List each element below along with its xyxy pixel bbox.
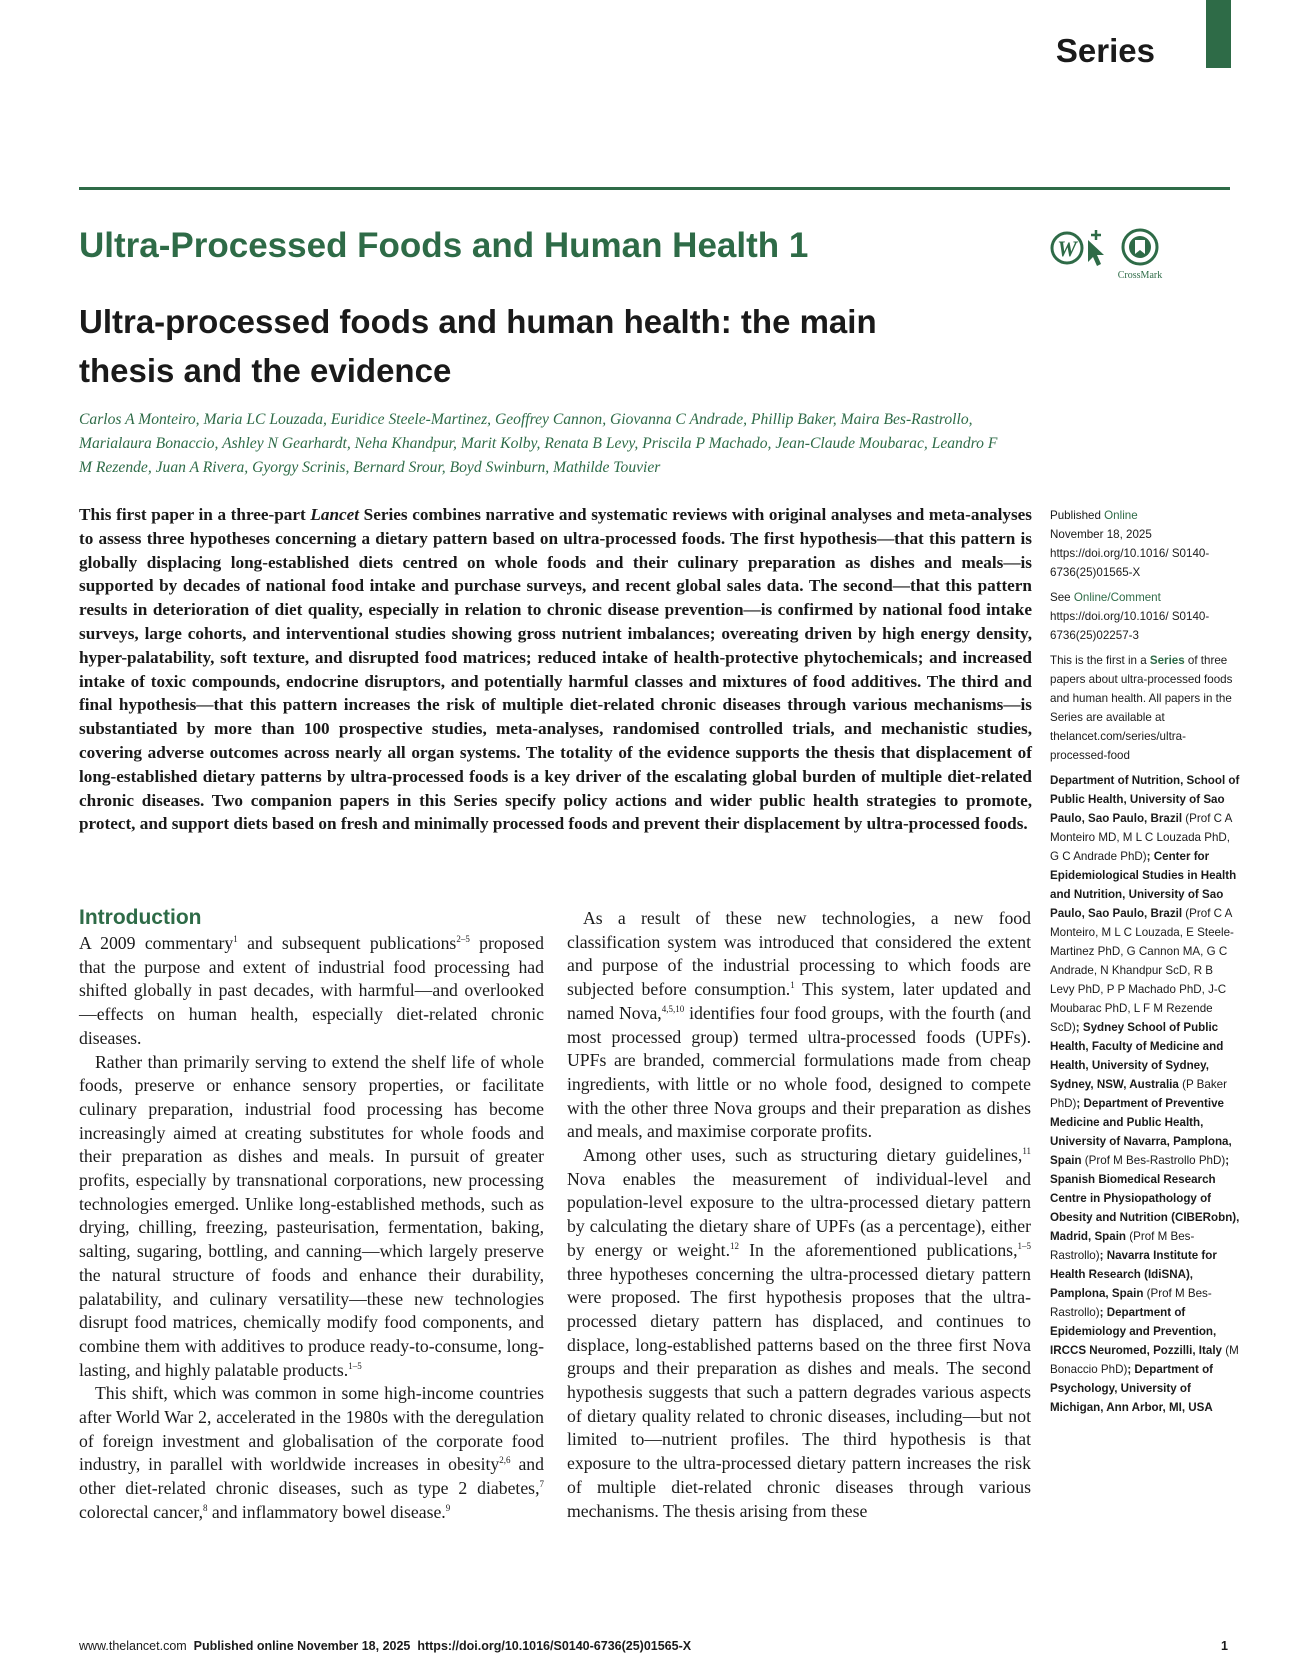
abstract: [79, 503, 1032, 836]
series-label: Series: [1055, 32, 1155, 69]
citation: 2–5: [456, 934, 470, 945]
online-link[interactable]: Online: [1104, 509, 1138, 522]
plus-icon: [1091, 230, 1101, 240]
citation: 2,6: [499, 1455, 511, 1466]
page-footer: [79, 1639, 691, 1653]
footer-published: Published online November 18, 2025: [193, 1639, 411, 1653]
journal-name: Lancet: [310, 505, 360, 524]
section-heading-introduction: Introduction: [79, 906, 202, 929]
paragraph: As a result of these new technologies, a new food classification system was introduced that considered the extent and purpose of the industrial processing to which foods are subjected before consumption.$^1$ This system, later updated and named Nova,$^{4,5,10}$ identifies four food groups, with the fourth (and most processed group) termed ultra-processed foods (UPFs). UPFs are branded, commercial formulations made from cheap ingredients, with little or no whole food, designed to compete with the other three Nova groups and their preparation as dishes and meals, and maximise corporate profits.: [567, 908, 1031, 1142]
abstract-intro: This first paper in a three-part: [79, 505, 311, 524]
comment-link[interactable]: Online/Comment: [1073, 591, 1161, 604]
author-list: Carlos A Monteiro, Maria LC Louzada, Euridice Steele-Martinez, Geoffrey Cannon, Giovanna C Andrade, Phillip Baker, Maira Bes-Rastrollo, Marialaura Bonaccio, Ashley N Gearhardt, Neha Khandpur, Marit Kolby, Renata B Levy, Priscila P Machado, Jean-Claude Moubarac, Leandro F M Rezende, Juan A Rivera, Gyorgy Scrinis, Bernard Srour, Boyd Swinburn, Mathilde Touvier: [79, 411, 998, 476]
affiliations: Department of Nutrition, School of Public Health, University of Sao Paulo, Sao Paulo, Brazil (Prof C A Monteiro MD, M L C Louzada PhD, G C Andrade PhD); Center for Epidemiological Studies in Health and Nutrition, University of Sao Paulo, Sao Paulo, Brazil (Prof C A Monteiro, M L C Louzada, E Steele-Martinez PhD, G Cannon MA, G C Andrade, N Khandpur ScD, R B Levy PhD, P P Machado PhD, J-C Moubarac PhD, L F M Rezende ScD); Sydney School of Public Health, Faculty of Medicine and Health, University of Sydney, Sydney, NSW, Australia (P Baker PhD); Department of Preventive Medicine and Public Health, University of Navarra, Pamplona, Spain (Prof M Bes-Rastrollo PhD); Spanish Biomedical Research Centre in Physiopathology of Obesity and Nutrition (CIBERobn), Madrid, Spain (Prof M Bes-Rastrollo); Navarra Institute for Health Research (IdiSNA), Pamplona, Spain (Prof M Bes-Rastrollo); Department of Epidemiology and Prevention, IRCCS Neuromed, Pozzilli, Italy (M Bonaccio PhD); Department of Psychology, University of Michigan, Ann Arbor, MI, USA: [1050, 774, 1240, 1414]
citation: 1–5: [348, 1360, 362, 1371]
paragraph: Rather than primarily serving to extend the shelf life of whole foods, preserve or enhance sensory properties, or facilitate culinary preparation, industrial food processing has become increasingly aimed at creating substitutes for whole foods and their preparation as dishes and meals. In pursuit of greater profits, especially by transnational corporations, new processing technologies emerged. Unlike long-established methods, such as drying, chilling, freezing, pasteurisation, fermentation, baking, salting, sugaring, bottling, and canning—which largely preserve the natural structure of foods and enhance their durability, palatability, and culinary versatility—these new technologies disrupt food matrices, chemically modify food components, and combine them with additives to produce ready-to-consume, long-lasting, and highly palatable products.$^{1-5}$: [79, 1051, 544, 1380]
comment-doi-link[interactable]: https://doi.org/10.1016/ S0140-6736(25)02257-3: [1050, 610, 1210, 642]
series-note: This is the first in a Series of three papers about ultra-processed foods and human health. All papers in the Series are available at thelancet.com/series/ultra-processed-food: [1050, 654, 1233, 762]
paragraph: This shift, which was common in some high-income countries after World War 2, accelerated in the 1980s with the deregulation of foreign investment and globalisation of the corporate food industry, in parallel with worldwide increases in obesity$^{2,6}$ and other diet-related chronic diseases, such as type 2 diabetes,$^7$ colorectal cancer,$^8$ and inflammatory bowel disease.$^9$: [79, 1383, 544, 1522]
site-link[interactable]: www.thelancet.com: [79, 1639, 187, 1653]
citation: 1: [790, 980, 795, 991]
citation: 7: [539, 1479, 544, 1490]
citation: 4,5,10: [661, 1003, 685, 1014]
page-number: 1: [1221, 1639, 1228, 1653]
margin-notes: [1050, 506, 1240, 1417]
crossmark-label: CrossMark: [1117, 270, 1163, 281]
crossmark-icon[interactable]: [1123, 230, 1157, 264]
abstract-body: Series combines narrative and systematic reviews with original analyses and meta-analyses to assess three hypotheses concerning a dietary pattern based on ultra-processed foods. The first hypothesis—that this pattern is globally displacing long-established diets centred on whole foods and their culinary preparation as dishes and meals—is supported by decades of national food intake and purchase surveys, and recent global sales data. The second—that this pattern results in deterioration of diet quality, especially in relation to chronic disease prevention—is confirmed by national food intake surveys, large cohorts, and interventional studies showing gross nutrient imbalances; overeating driven by high energy density, hyper-palatability, soft texture, and disrupted food matrices; reduced intake of health-protective phytochemicals; and increased intake of toxic compounds, endocrine disruptors, and potentially harmful classes and mixtures of food additives. The third and final hypothesis—that this pattern increases the risk of multiple diet-related chronic diseases through various mechanisms—is substantiated by more than 100 prospective studies, meta-analyses, randomised controlled trials, and mechanistic studies, covering adverse outcomes across nearly all organ systems. The totality of the evidence supports the thesis that displacement of long-established dietary patterns by ultra-processed foods is a key driver of the escalating global burden of multiple diet-related chronic diseases. Two companion papers in this Series specify policy actions and wider public health strategies to promote, protect, and support diets based on fresh and minimally processed foods and prevent their displacement by ultra-processed foods.: [79, 505, 1032, 834]
paragraph: A 2009 commentary$^1$ and subsequent publications$^{2-5}$ proposed that the purpose and extent of industrial food processing had shifted globally in past decades, with harmful—and overlooked—effects on human health, especially diet-related chronic diseases.: [79, 933, 544, 1048]
cursor-icon: [1088, 240, 1104, 266]
series-color-bar: [1206, 0, 1231, 68]
article-title: Ultra-processed foods and human health: the main thesis and the evidence: [79, 303, 877, 389]
svg-text:W: W: [1057, 236, 1077, 261]
footer-doi[interactable]: https://doi.org/10.1016/S0140-6736(25)01565-X: [417, 1639, 692, 1653]
citation: 8: [203, 1502, 208, 1513]
citation: 9: [445, 1502, 451, 1513]
series-link[interactable]: Series: [1149, 654, 1185, 667]
body-column-right: [567, 907, 1031, 1523]
citation: 12: [730, 1240, 739, 1251]
wiley-w-icon[interactable]: [1052, 233, 1082, 263]
paragraph: Among other uses, such as structuring dietary guidelines,$^{11}$ Nova enables the measurement of individual-level and population-level exposure to the ultra-processed dietary pattern by calculating the dietary share of UPFs (as a percentage), either by energy or weight.$^{12}$ In the aforementioned publications,$^{1-5}$ three hypotheses concerning the ultra-processed dietary pattern were proposed. The first hypothesis proposes that the ultra-processed dietary pattern has displaced, and continues to displace, long-established patterns based on the three first Nova groups and their preparation as dishes and meals. The second hypothesis suggests that such a pattern degrades various aspects of dietary quality related to chronic diseases, including—but not limited to—nutrient profiles. The third hypothesis is that exposure to the ultra-processed dietary pattern increases the risk of multiple diet-related chronic diseases through various mechanisms. The thesis arising from these: [567, 1145, 1031, 1521]
header-rule: [79, 187, 1230, 190]
body-column-left: [79, 904, 544, 1525]
citation: 1–5: [1017, 1240, 1031, 1251]
citation: 1: [233, 934, 238, 945]
access-icons: [1050, 226, 1175, 284]
publication-info: Published Online November 18, 2025 https://doi.org/10.1016/ S0140-6736(25)01565-X: [1050, 509, 1210, 579]
citation: 11: [1022, 1146, 1031, 1157]
series-title: Ultra-Processed Foods and Human Health 1: [79, 226, 809, 265]
doi-link[interactable]: https://doi.org/10.1016/ S0140-6736(25)01565-X: [1050, 547, 1210, 579]
see-also-comment: See Online/Comment https://doi.org/10.1016/ S0140-6736(25)02257-3: [1050, 591, 1210, 642]
